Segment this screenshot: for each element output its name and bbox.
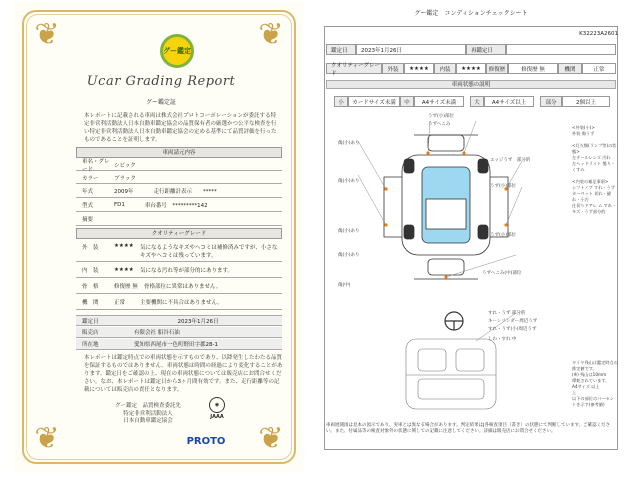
ext-label: 外装 [382, 63, 404, 74]
badge-text: グー鑑定 [163, 47, 191, 55]
document-id: K32223A2601 [579, 31, 618, 37]
date-value: 2023年1月26日 [356, 44, 466, 55]
label-l5: 傷(中) [338, 283, 351, 288]
inspection-org: グー鑑定 品質検査委託先 特定非営利活動法人 日本自動車鑑定協会 [114, 403, 181, 424]
section-vehicle: 車両請元内容 [76, 147, 282, 158]
int-label: 内装 [434, 63, 456, 74]
report-title: Ucar Grading Report [86, 74, 236, 89]
part-label: 部分 [540, 96, 562, 107]
steering-wheel-icon [445, 312, 463, 330]
label-l1: 傷(小)あり [338, 141, 360, 146]
engine-label: 機関 [558, 63, 582, 74]
section-quality: クオリティーグレード [76, 228, 282, 239]
label-t7: すれ・うず 部分的 [488, 311, 526, 316]
label-t5: うず(小)部位 [490, 233, 517, 238]
recheck-label: 再鑑定日 [466, 44, 506, 55]
label-l2: 傷(小)あり [338, 179, 360, 184]
date-label: 鑑定日 [326, 44, 356, 55]
scale-small: 小 [334, 96, 348, 107]
report-subtitle: グー鑑定証 [145, 99, 176, 106]
grading-report-certificate [14, 2, 304, 472]
grade-label: クオリティーグレード [326, 63, 382, 74]
ext-value: ★★★★ [404, 63, 434, 74]
label-t10: しわ・すれ 中 [488, 337, 517, 342]
row-model: 型式 FD1 車台番号 *********142 [76, 199, 282, 212]
check-sheet-title: グー鑑定 コンディションチェックシート [414, 10, 528, 17]
explain-head: 車両状態の説明 [326, 80, 616, 89]
scale-large-desc: A4サイズ以上 [484, 96, 534, 107]
label-l3: 傷(小)あり [338, 229, 360, 234]
row-shop: 販売店 有限会社 船谷石油 [76, 327, 282, 338]
recheck-value [506, 44, 616, 55]
disclaimer-notes: 本レポートは鑑定時点での車両状態を示すものであり、以降発生したわたる品質を保証するものではありません。車両状態は時間の経過により変化することがあります。鑑定日をご確認の上、現在の車両状態については販売店にお問合せください。なお、本レポートは鑑定日から3ヶ月間有効です。また、走行距離等の記載については販売店の責任となります。 [84, 355, 283, 393]
row-date: 鑑定日 2023年1月26日 [76, 315, 282, 326]
label-t8: キーシリンダー周辺うず [488, 319, 538, 324]
side-note-tires: タイヤ残山は鑑定時点の 推定値です。 (※) 残山は10mm 摩耗されています。 A4サイズ 以上 上 以下の部位のバーセン トを示す(参考値) [572, 360, 618, 407]
label-l4: 傷(小)あり [338, 253, 360, 258]
part-value: 2個以上 [562, 96, 610, 107]
row-frame: 骨 格 修復歴 無 骨格部位に異常はありません。 [76, 279, 282, 294]
goo-badge-icon [160, 34, 194, 68]
jaaa-logo: ◉ JAAA [202, 397, 232, 420]
jaaa-emblem-icon: ◉ [209, 397, 225, 413]
side-note-details: <外装(小)> 外装 傷うず <灯火類(ランプ等)の状態> 左テールレンズ 汚れ 左ヘッドライト 曇り・くすみ <内装の補足事項> シフトノブ すれ・うず カーペット 切れ・縫れ・小汚 仕切りドアレ ム すれ・キズ・うず部分的 [572, 125, 617, 214]
scale-mid: 中 [400, 96, 414, 107]
row-interior: 内 装 ★★★★ 気になる汚れ等が部分的にあります。 [76, 263, 282, 278]
label-t6: うずへこみ(中)部位 [482, 271, 522, 276]
label-t2: うずへこみ [428, 122, 451, 127]
ornament-bottom-left-icon: ❦ [34, 421, 60, 456]
label-t3: エッジうず 部分的 [490, 158, 531, 163]
row-summary: 摘要 [76, 213, 282, 226]
intro-text: 本レポートに記載される車両は株式会社プロトコーポレーションが委託する特定非営利活動法人日本自動車鑑定協会の品質保有者の厳選かつ公平な検査を行い特定非営利活動法人日本自動車鑑定協会の定める基準にて品質評価を行ったものであることを証明します。 [84, 113, 277, 143]
repair-value: 修復歴 無 [508, 63, 558, 74]
row-year: 年式 2009年 走行距離計表示 ***** [76, 185, 282, 198]
scale-mid-desc: A4サイズ未満 [414, 96, 464, 107]
proto-logo: PROTO [186, 436, 226, 447]
row-color: カラー ブラック [76, 172, 282, 184]
car-interior-view [406, 339, 496, 409]
scale-large: 大 [470, 96, 484, 107]
scale-small-desc: カードサイズ未満 [348, 96, 400, 107]
label-t1: うず(小)部位 [428, 114, 455, 119]
row-engine: 機 関 正常 主要機関に不具合はありません。 [76, 295, 282, 310]
label-t9: すれ・うず(小)周辺うず [488, 327, 537, 332]
row-address: 所在地 愛知県西尾市一色町野田字郡28-1 [76, 339, 282, 350]
ornament-bottom-right-icon: ❦ [258, 421, 284, 456]
ornament-top-left-icon: ❦ [34, 17, 60, 52]
engine-value: 正常 [582, 63, 616, 74]
row-car-name: 車名・グレード シビック [76, 159, 282, 171]
row-exterior: 外 装 ★★★★ 気になるようなキズやヘコミは補修済みですが、小さなキズやヘコミは残っています。 [76, 240, 282, 262]
ornament-top-right-icon: ❦ [258, 17, 284, 52]
repair-label: 修復歴 [486, 63, 508, 74]
label-t4: うず(小)部位 [490, 184, 517, 189]
int-value: ★★★★ [456, 63, 486, 74]
footer-note: 車両展開図は見本の図示であり、実車とは異なる場合があります。判定結果はJ各検査項目（書き）の状態にて判断しています。ご確認ください。また、付属品等の検査対象外の状態に関しての記載に注意してください。詳細は販売店にお問合せください。 [326, 423, 611, 434]
